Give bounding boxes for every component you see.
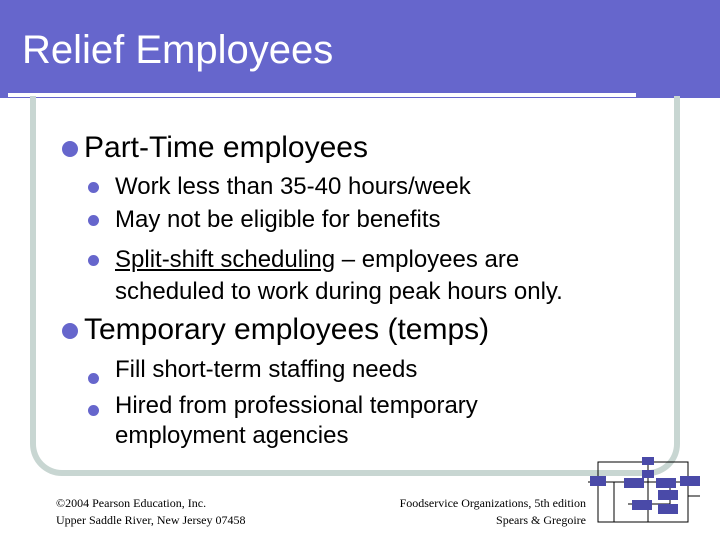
footer-authors: Spears & Gregoire xyxy=(496,512,586,527)
sub-bullet-work-hours: Work less than 35-40 hours/week xyxy=(115,173,471,200)
footer-copyright: ©2004 Pearson Education, Inc. xyxy=(56,496,207,510)
bullet-temporary: Temporary employees (temps) xyxy=(84,313,490,346)
footer-book-title: Foodservice Organizations, 5th edition xyxy=(399,496,586,510)
sub-bullet-split-shift-line2: scheduled to work during peak hours only. xyxy=(115,278,563,305)
slide-title: Relief Employees xyxy=(22,28,334,72)
bullet-icon xyxy=(62,141,78,157)
sub-bullet-icon xyxy=(88,373,99,384)
sub-bullet-hired-from: Hired from professional temporary xyxy=(115,392,478,419)
sub-bullet-benefits: May not be eligible for benefits xyxy=(115,206,441,233)
flowchart-diagram-icon xyxy=(584,456,708,534)
bullet-icon xyxy=(62,323,78,339)
sub-bullet-icon xyxy=(88,215,99,226)
sub-bullet-icon xyxy=(88,405,99,416)
sub-bullet-icon xyxy=(88,182,99,193)
sub-bullet-icon xyxy=(88,255,99,266)
sub-bullet-short-term: Fill short-term staffing needs xyxy=(115,356,418,383)
split-shift-text: – employees are xyxy=(335,246,520,273)
bullet-part-time: Part-Time employees xyxy=(84,131,368,164)
footer-right xyxy=(400,495,586,529)
split-shift-term: Split-shift scheduling xyxy=(115,246,336,273)
sub-bullet-split-shift xyxy=(115,246,519,275)
footer-address: Upper Saddle River, New Jersey 07458 xyxy=(56,512,246,527)
sub-bullet-hired-from-line2: employment agencies xyxy=(115,422,349,449)
footer-left xyxy=(56,495,245,529)
